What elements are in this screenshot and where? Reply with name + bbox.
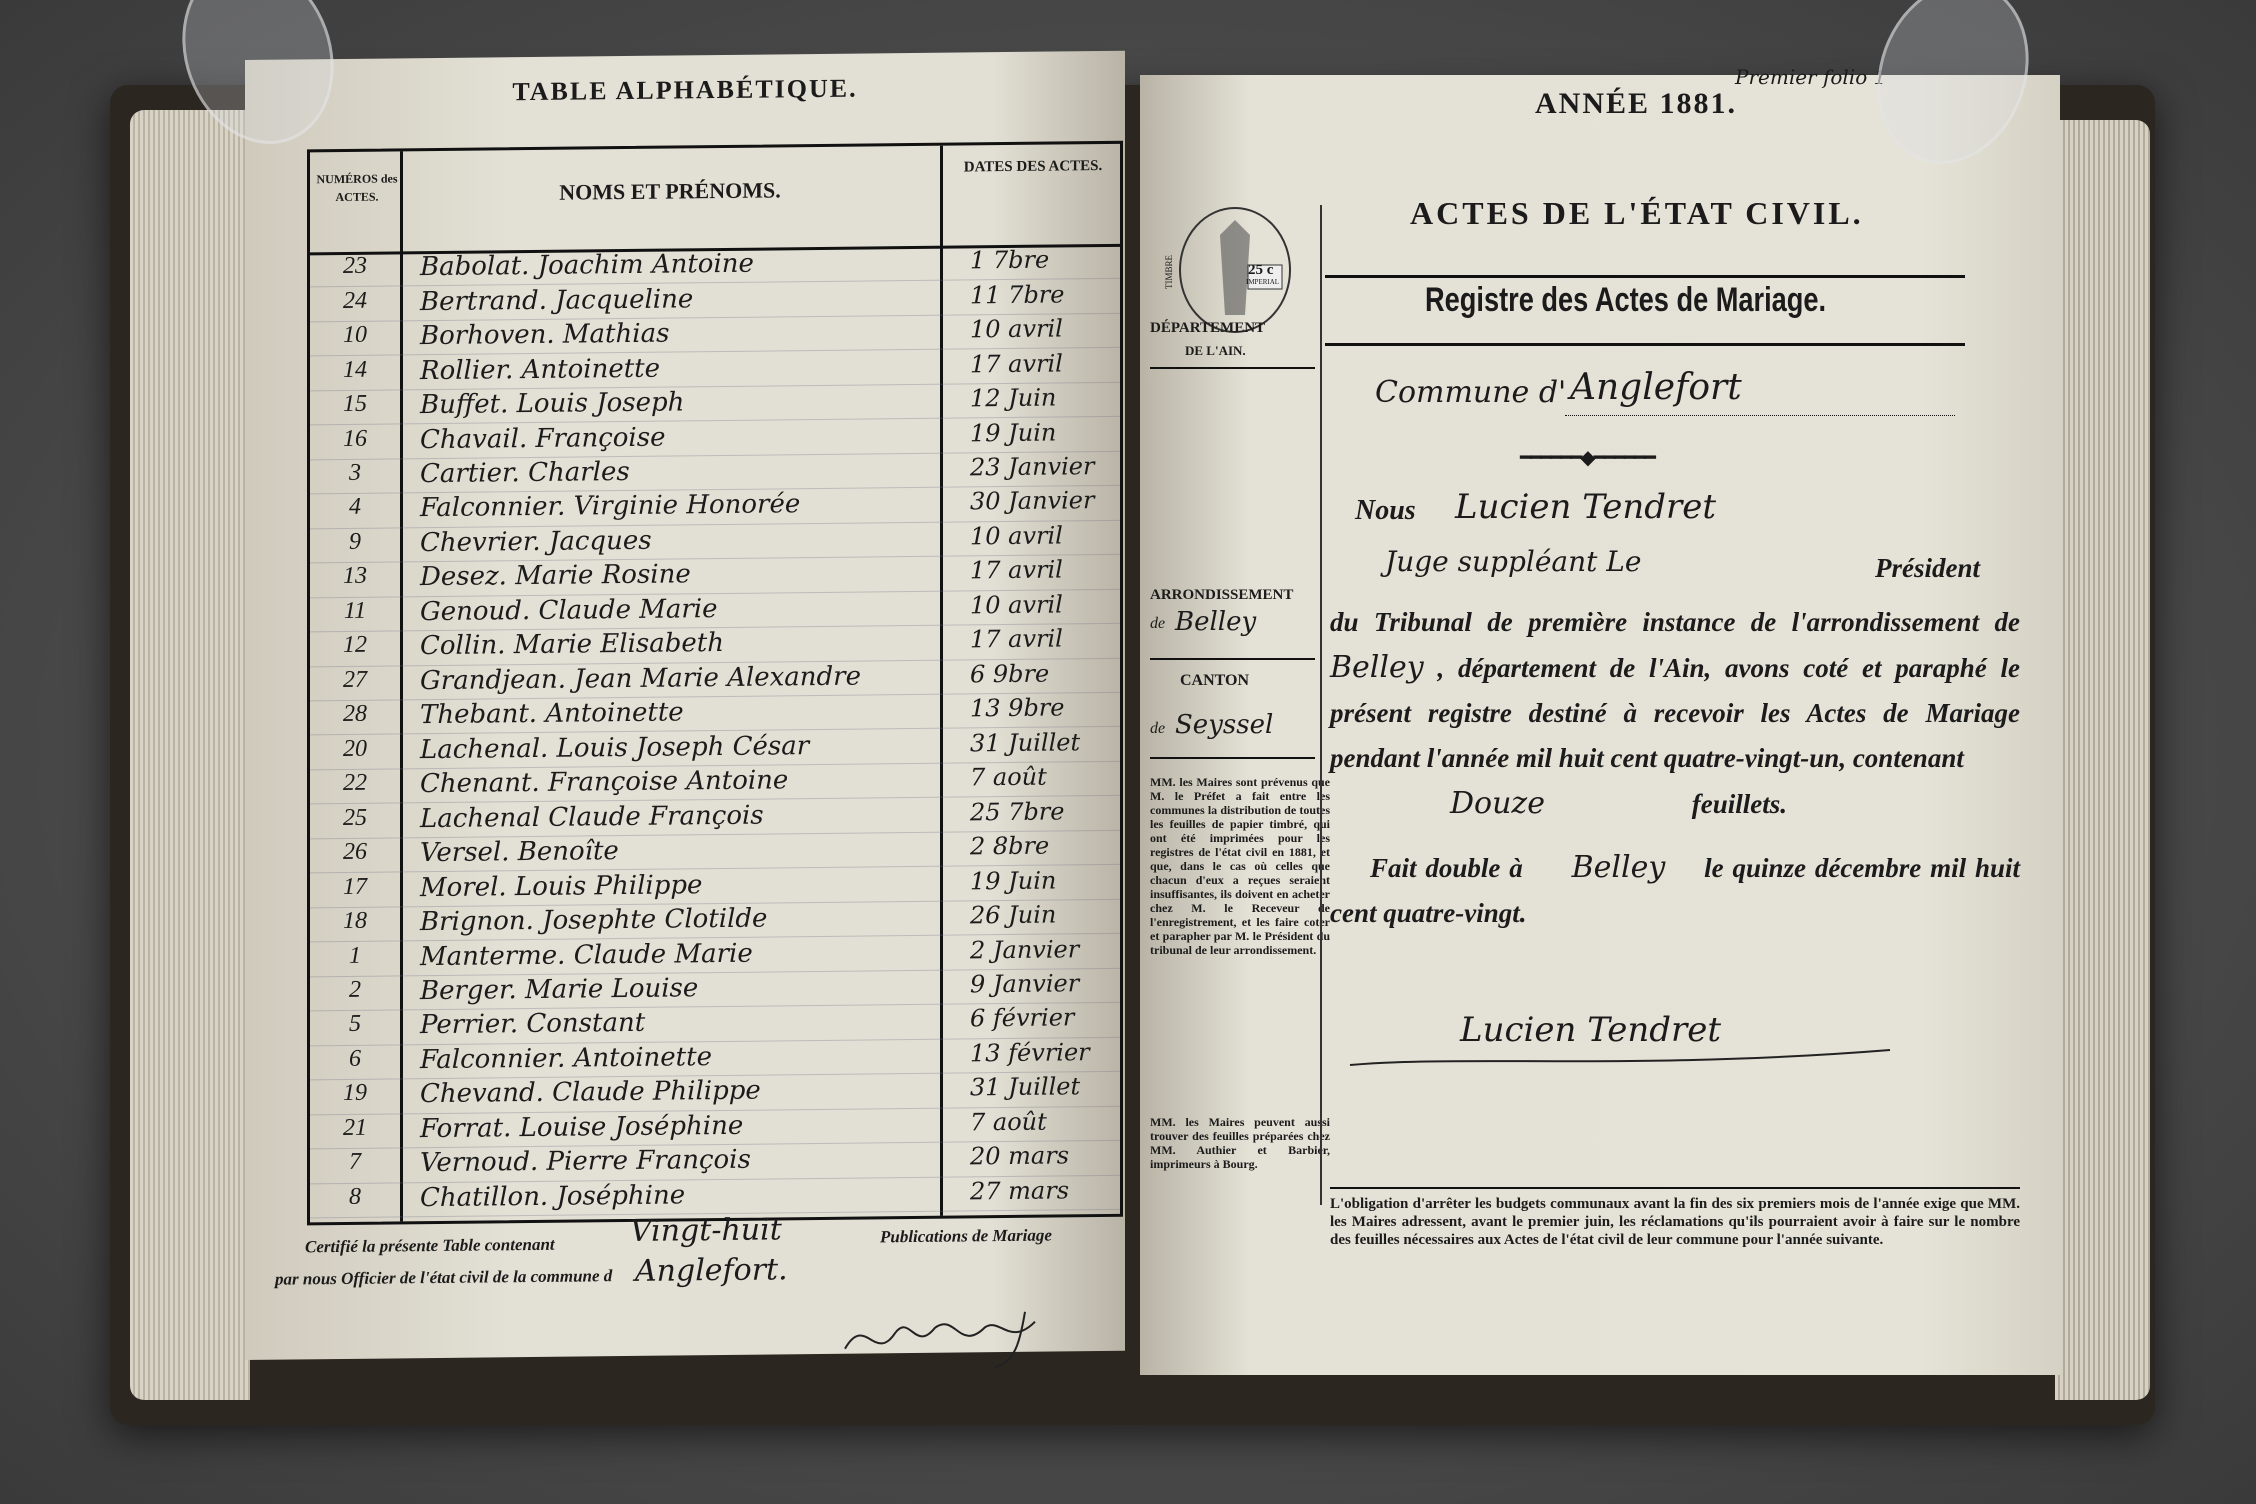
row-name: Falconnier. Virginie Honorée — [420, 489, 801, 524]
arrondissement-label: ARRONDISSEMENT — [1150, 587, 1294, 603]
row-date: 12 Juin — [970, 383, 1057, 413]
feuillets-word: feuillets. — [1691, 789, 1787, 819]
row-date: 10 avril — [970, 314, 1063, 344]
row-date: 10 avril — [970, 590, 1063, 620]
row-name: Versel. Benoîte — [420, 836, 619, 869]
row-name: Lachenal. Louis Joseph César — [420, 730, 810, 765]
row-name: Perrier. Constant — [420, 1008, 646, 1041]
row-number: 2 — [349, 976, 361, 1003]
canton-label: CANTON — [1180, 672, 1250, 689]
row-number: 25 — [343, 804, 367, 831]
row-name: Thebant. Antoinette — [420, 697, 684, 731]
nous-label: Nous — [1355, 495, 1416, 526]
row-name: Lachenal Claude François — [420, 800, 764, 834]
side-note-maires: MM. les Maires sont prévenus que M. le Préfet a fait entre les communes la distribution de toutes les feuilles de papier timbré, qui ont été imprimées pour les registres de l'état civil en 1881, et que, dans le cas où celles que chacun d'eux a reçues seraient insuffisantes, ils doivent en acheter chez M. le Receveur de l'enregistrement, et les faire coter et parapher par M. le Président du tribunal de leur arrondissement. — [1150, 775, 1330, 957]
table-title: TABLE ALPHABÉTIQUE. — [512, 73, 858, 107]
register-title: Registre des Actes de Mariage. — [1425, 281, 1827, 319]
arrondissement-prefix: de — [1150, 615, 1166, 632]
row-name: Borhoven. Mathias — [420, 318, 670, 352]
row-date: 6 9bre — [970, 659, 1050, 689]
arrondissement-value: Belley — [1175, 607, 1257, 637]
row-name: Babolat. Joachim Antoine — [420, 248, 754, 283]
row-number: 7 — [349, 1149, 361, 1176]
row-number: 16 — [343, 425, 367, 452]
row-number: 27 — [343, 666, 367, 693]
row-date: 17 avril — [970, 349, 1063, 379]
row-number: 28 — [343, 700, 367, 728]
row-number: 13 — [343, 563, 367, 590]
row-name: Chevrier. Jacques — [420, 525, 652, 559]
row-number: 3 — [349, 459, 361, 486]
left-page — [245, 51, 1125, 1360]
tax-stamp-icon — [1160, 205, 1310, 335]
row-name: Chatillon. Joséphine — [420, 1180, 686, 1213]
rule-side-2 — [1150, 658, 1315, 660]
rule-2 — [1325, 343, 1965, 346]
row-number: 1 — [349, 942, 361, 969]
stamp-value: 25 c — [1248, 262, 1274, 278]
juge-note: Juge suppléant Le — [1385, 545, 1642, 578]
city-handwritten-1: Belley — [1330, 650, 1424, 685]
row-name: Vernoud. Pierre François — [420, 1144, 751, 1179]
official-signature-icon — [835, 1292, 1055, 1374]
row-date: 6 février — [970, 1003, 1075, 1033]
date-text: le quinze décembre mil huit cent quatre-vingt. — [1330, 853, 2021, 928]
row-number: 26 — [343, 838, 367, 866]
row-date: 10 avril — [970, 521, 1063, 551]
rule-side-3 — [1150, 757, 1315, 759]
row-name: Chavail. Françoise — [420, 422, 666, 455]
row-name: Morel. Louis Philippe — [420, 869, 703, 903]
row-name: Forrat. Louise Joséphine — [420, 1110, 744, 1144]
stamp-department: DÉPARTEMENT — [1150, 320, 1266, 336]
page-edges-left — [130, 110, 250, 1400]
row-number: 9 — [349, 528, 361, 555]
stamp-label: TIMBRE — [1164, 255, 1174, 290]
row-number: 23 — [343, 252, 367, 280]
row-number: 14 — [343, 356, 367, 383]
signature-handwritten: Lucien Tendret — [1460, 1010, 1722, 1050]
row-name: Bertrand. Jacqueline — [420, 283, 694, 317]
side-column-divider — [1320, 205, 1322, 1205]
row-name: Buffet. Louis Joseph — [420, 387, 685, 421]
footer-line1: Certifié la présente Table contenant — [305, 1234, 555, 1257]
row-name: Cartier. Charles — [420, 456, 630, 490]
alphabetical-table — [307, 141, 1123, 1226]
footer-commune-handwritten: Anglefort. — [635, 1252, 788, 1289]
commune-label: Commune d' — [1375, 375, 1567, 410]
budget-note: L'obligation d'arrêter les budgets communaux avant la fin des six premiers mois de l'année exige que MM. les Maires adressent, avant le premier juin, les réclamations qu'ils pourraient avoir à faire sur le nombre des feuilles nécessaires aux Actes de l'état civil de leur commune pour l'année suivante. — [1330, 1196, 2020, 1248]
city-handwritten-2: Belley — [1571, 850, 1666, 885]
row-date: 25 7bre — [970, 797, 1065, 827]
corner-note: Premier folio 1 — [1735, 65, 1887, 89]
row-date: 7 août — [970, 762, 1047, 792]
right-page — [1140, 65, 2060, 1375]
row-date: 31 Juillet — [970, 727, 1081, 758]
page-edges-right — [2055, 120, 2150, 1400]
row-date: 17 avril — [970, 624, 1063, 654]
text-part1: du Tribunal de première instance de l'arrondissement de — [1330, 607, 2020, 637]
row-number: 10 — [343, 321, 367, 349]
row-name: Chenant. Françoise Antoine — [420, 765, 789, 800]
row-date: 17 avril — [970, 555, 1063, 585]
side-note-printers: MM. les Maires peuvent aussi trouver des feuilles préparées chez MM. Authier et Barbier, imprimeurs à Bourg. — [1150, 1115, 1330, 1171]
header-num: NUMÉROS des ACTES. — [316, 171, 398, 205]
leaf-count-handwritten: Douze — [1450, 786, 1545, 821]
row-number: 4 — [349, 494, 361, 521]
row-date: 31 Juillet — [970, 1072, 1081, 1102]
row-date: 27 mars — [970, 1176, 1070, 1206]
row-date: 9 Janvier — [970, 969, 1080, 999]
nous-value: Lucien Tendret — [1455, 487, 1717, 527]
year-heading: ANNÉE 1881. — [1535, 87, 1738, 120]
footer-count-handwritten: Vingt-huit — [630, 1212, 782, 1249]
row-number: 24 — [343, 287, 367, 314]
row-date: 1 7bre — [970, 245, 1050, 275]
commune-dotline — [1565, 415, 1955, 416]
header-names: NOMS ET PRÉNOMS. — [559, 177, 781, 205]
president-word: Président — [1875, 553, 1980, 583]
row-number: 6 — [349, 1045, 361, 1072]
footer-publications: Publications de Mariage — [880, 1225, 1052, 1247]
row-date: 2 8bre — [970, 831, 1050, 861]
row-date: 7 août — [970, 1107, 1047, 1137]
row-name: Manterme. Claude Marie — [420, 938, 753, 972]
signature-flourish-icon — [1340, 1035, 1900, 1085]
row-number: 20 — [343, 735, 367, 762]
fait-double: Fait double à — [1370, 853, 1523, 883]
row-date: 26 Juin — [970, 900, 1057, 930]
row-name: Grandjean. Jean Marie Alexandre — [420, 661, 861, 696]
rule-1 — [1325, 275, 1965, 278]
table-body — [310, 244, 1120, 1222]
row-number: 12 — [343, 632, 367, 659]
row-name: Collin. Marie Elisabeth — [420, 628, 724, 662]
row-number: 15 — [343, 390, 367, 418]
header-dates: DATES DES ACTES. — [963, 158, 1103, 176]
row-date: 23 Janvier — [970, 452, 1095, 482]
civil-acts-heading: ACTES DE L'ÉTAT CIVIL. — [1410, 195, 1864, 231]
text-part2: , département de l'Ain, avons coté et paraphé le présent registre destiné à recevoir les Actes de Mariage pendant l'année mil huit cent quatre-vingt-un, contenant — [1330, 653, 2020, 773]
row-number: 5 — [349, 1011, 361, 1038]
row-name: Berger. Marie Louise — [420, 973, 699, 1007]
row-number: 22 — [343, 769, 367, 797]
row-number: 17 — [343, 873, 367, 900]
canton-prefix: de — [1150, 720, 1166, 737]
row-name: Rollier. Antoinette — [420, 353, 661, 386]
table-header — [310, 144, 1120, 255]
ornament-icon: ━━━━━━◆━━━━━━ — [1520, 447, 1654, 469]
footer-line2: par nous Officier de l'état civil de la commune d — [275, 1266, 613, 1289]
row-date: 20 mars — [970, 1141, 1070, 1171]
row-number: 11 — [343, 597, 367, 624]
row-date: 2 Janvier — [970, 934, 1080, 964]
row-date: 19 Juin — [970, 866, 1057, 895]
row-number: 8 — [349, 1183, 361, 1210]
rule-bottom — [1330, 1187, 2020, 1189]
row-number: 19 — [343, 1080, 367, 1107]
row-date: 30 Janvier — [970, 486, 1095, 516]
row-number: 18 — [343, 907, 367, 935]
stamp-sub: IMPERIAL — [1246, 278, 1280, 286]
row-name: Desez. Marie Rosine — [420, 559, 691, 593]
row-name: Chevand. Claude Philippe — [420, 1075, 761, 1110]
row-name: Brignon. Josephte Clotilde — [420, 903, 768, 938]
table-row — [310, 1174, 1120, 1218]
commune-value: Anglefort — [1570, 367, 1742, 408]
rule-side-1 — [1150, 367, 1315, 369]
row-date: 11 7bre — [970, 280, 1065, 310]
row-date: 19 Juin — [970, 418, 1057, 447]
row-date: 13 9bre — [970, 693, 1065, 723]
certification-text — [1330, 555, 2020, 936]
stamp-dept-name: DE L'AIN. — [1185, 343, 1246, 358]
row-name: Falconnier. Antoinette — [420, 1042, 712, 1076]
canton-value: Seyssel — [1175, 710, 1274, 740]
row-name: Genoud. Claude Marie — [420, 593, 718, 628]
row-number: 21 — [343, 1114, 367, 1141]
row-date: 13 février — [970, 1038, 1090, 1068]
